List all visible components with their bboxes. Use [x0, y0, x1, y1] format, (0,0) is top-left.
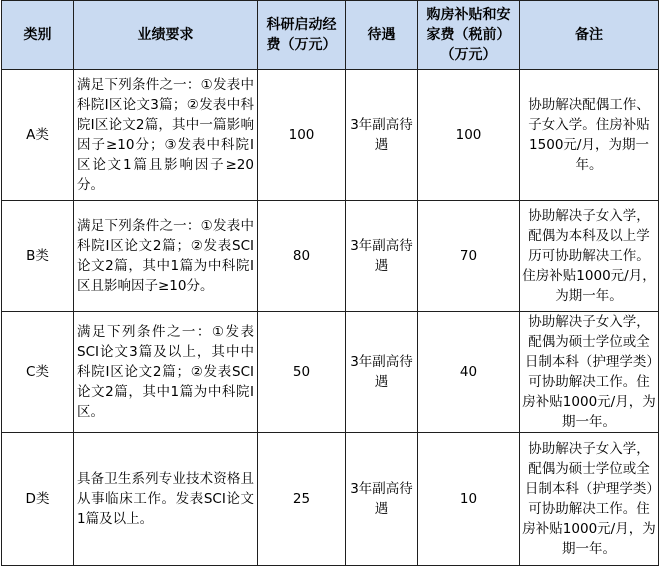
- remarks-cell: 协助解决子女入学，配偶为硕士学位或全日制本科（护理学类）可协助解决工作。住房补贴1000元/月，为期一年。: [520, 312, 659, 433]
- treatment-cell: 3年副高待遇: [346, 201, 418, 312]
- funding-cell: 80: [258, 201, 346, 312]
- requirement-cell: 满足下列条件之一：①发表中科院I区论文3篇；②发表中科院I区论文2篇，其中一篇影响因子≥10分；③发表中科院I区论文1篇且影响因子≥20分。: [74, 70, 258, 201]
- housing-cell: 100: [418, 70, 520, 201]
- housing-cell: 70: [418, 201, 520, 312]
- requirement-cell: 具备卫生系列专业技术资格且从事临床工作。发表SCI论文1篇及以上。: [74, 433, 258, 566]
- header-category: 类别: [2, 1, 74, 70]
- category-cell: C类: [2, 312, 74, 433]
- requirement-cell: 满足下列条件之一：①发表中科院Ⅰ区论文2篇；②发表SCI论文2篇，其中1篇为中科院Ⅰ区且影响因子≥10分。: [74, 201, 258, 312]
- table-row: [2, 201, 659, 312]
- category-cell: D类: [2, 433, 74, 566]
- housing-cell: 40: [418, 312, 520, 433]
- funding-cell: 25: [258, 433, 346, 566]
- header-row: [2, 1, 659, 70]
- funding-cell: 50: [258, 312, 346, 433]
- remarks-cell: 协助解决配偶工作、子女入学。住房补贴1500元/月，为期一年。: [520, 70, 659, 201]
- requirement-cell: 满足下列条件之一：①发表SCI论文3篇及以上，其中中科院Ⅰ区论文2篇；②发表SCI论文2篇，其中1篇为中科院Ⅰ区。: [74, 312, 258, 433]
- category-cell: A类: [2, 70, 74, 201]
- category-cell: B类: [2, 201, 74, 312]
- remarks-cell: 协助解决子女入学，配偶为硕士学位或全日制本科（护理学类）可协助解决工作。住房补贴1000元/月，为期一年。: [520, 433, 659, 566]
- treatment-cell: 3年副高待遇: [346, 312, 418, 433]
- housing-cell: 10: [418, 433, 520, 566]
- treatment-cell: 3年副高待遇: [346, 70, 418, 201]
- talent-policy-table: [1, 0, 659, 566]
- table-row: [2, 312, 659, 433]
- table-row: [2, 70, 659, 201]
- header-remarks: 备注: [520, 1, 659, 70]
- header-treatment: 待遇: [346, 1, 418, 70]
- header-housing: 购房补贴和安家费（税前）（万元）: [418, 1, 520, 70]
- header-requirement: 业绩要求: [74, 1, 258, 70]
- funding-cell: 100: [258, 70, 346, 201]
- treatment-cell: 3年副高待遇: [346, 433, 418, 566]
- remarks-cell: 协助解决子女入学，配偶为本科及以上学历可协助解决工作。住房补贴1000元/月，为期一年。: [520, 201, 659, 312]
- table-row: [2, 433, 659, 566]
- header-funding: 科研启动经费（万元）: [258, 1, 346, 70]
